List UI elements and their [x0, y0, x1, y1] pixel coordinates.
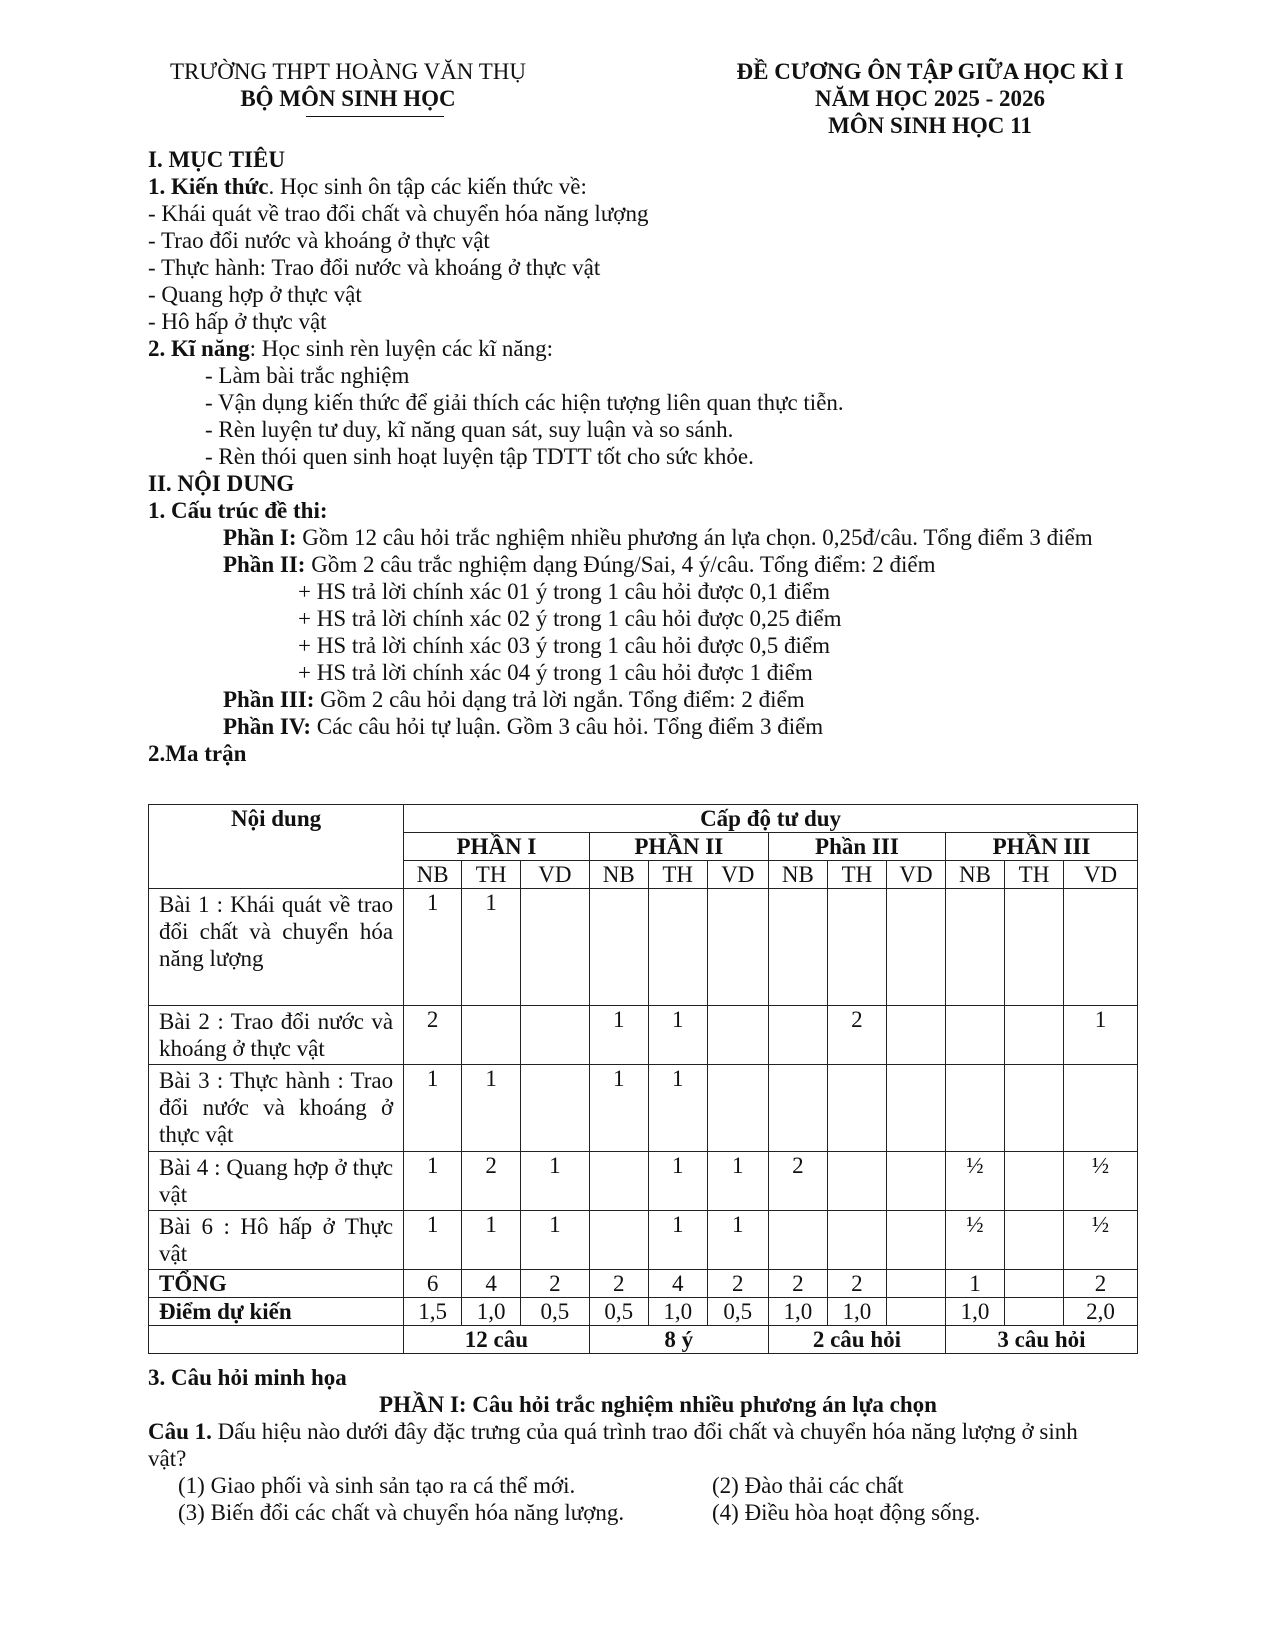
part4-label: Phần IV:: [223, 714, 311, 739]
matrix-cell: [768, 1065, 827, 1152]
matrix-cell: [945, 1065, 1004, 1152]
question-1-text-cont: vật?: [148, 1446, 187, 1471]
matrix-subheader-cell: NB: [945, 861, 1004, 889]
matrix-cell: [886, 1152, 945, 1211]
knowledge-intro-text: . Học sinh ôn tập các kiến thức về:: [268, 174, 587, 199]
matrix-cell: 6: [404, 1270, 462, 1298]
matrix-cell: [1005, 1270, 1064, 1298]
part3-label: Phần III:: [223, 687, 315, 712]
option-1: (1) Giao phối và sinh sản tạo ra cá thể mới.: [178, 1473, 576, 1498]
matrix-cell: ½: [945, 1211, 1004, 1270]
matrix-cell: [521, 889, 590, 1006]
matrix-cell: [886, 1298, 945, 1326]
examples-heading: 3. Câu hỏi minh họa: [148, 1365, 347, 1390]
matrix-cell: 1: [404, 1152, 462, 1211]
matrix-cell: 1: [404, 1065, 462, 1152]
matrix-cell: 2: [1064, 1270, 1138, 1298]
matrix-cell: 1,0: [768, 1298, 827, 1326]
matrix-table: [148, 804, 1138, 1354]
matrix-subheader-cell: VD: [707, 861, 768, 889]
part2-description: [148, 551, 1168, 578]
matrix-cell: ½: [1064, 1211, 1138, 1270]
part2-text: Gồm 2 câu trắc nghiệm dạng Đúng/Sai, 4 ý/câu. Tổng điểm: 2 điểm: [305, 552, 936, 577]
matrix-heading: 2.Ma trận: [148, 741, 247, 766]
matrix-cell: 1: [462, 1211, 521, 1270]
matrix-cell: 1: [648, 1211, 707, 1270]
question-1-text: Dấu hiệu nào dưới đây đặc trưng của quá trình trao đổi chất và chuyển hóa năng lượng ở sinh: [211, 1419, 1078, 1444]
matrix-cell: 1: [589, 1065, 648, 1152]
matrix-cell: 2: [827, 1006, 886, 1065]
part2-scoring-item: + HS trả lời chính xác 02 ý trong 1 câu hỏi được 0,25 điểm: [298, 606, 842, 631]
matrix-cell: [1064, 1065, 1138, 1152]
matrix-group-header: PHẦN III: [945, 833, 1137, 861]
matrix-subheader-cell: VD: [886, 861, 945, 889]
matrix-subheader-cell: TH: [827, 861, 886, 889]
matrix-cell: 2: [404, 1006, 462, 1065]
part2-scoring-item: + HS trả lời chính xác 01 ý trong 1 câu hỏi được 0,1 điểm: [298, 579, 831, 604]
matrix-group-header: Phần III: [768, 833, 945, 861]
matrix-cell: [589, 1152, 648, 1211]
matrix-subheader-cell: TH: [648, 861, 707, 889]
matrix-cell: [521, 1065, 590, 1152]
matrix-footer-empty: [149, 1326, 404, 1354]
question-1-label: Câu 1.: [148, 1419, 212, 1444]
matrix-cell: 0,5: [707, 1298, 768, 1326]
matrix-footer-cell: 8 ý: [589, 1326, 768, 1354]
school-name: TRƯỜNG THPT HOÀNG VĂN THỤ: [169, 59, 527, 84]
matrix-cell: 1: [707, 1152, 768, 1211]
matrix-footer-cell: 12 câu: [404, 1326, 590, 1354]
matrix-cell: [886, 889, 945, 1006]
matrix-cell: [1005, 1065, 1064, 1152]
matrix-cell: 4: [648, 1270, 707, 1298]
matrix-row: [149, 889, 1138, 1006]
knowledge-intro: [148, 173, 1168, 200]
header-divider: [306, 116, 444, 117]
matrix-cell: [768, 1006, 827, 1065]
matrix-cell: 0,5: [521, 1298, 590, 1326]
matrix-cell: 1,0: [648, 1298, 707, 1326]
section-heading-content: II. NỘI DUNG: [148, 471, 295, 496]
school-year: NĂM HỌC 2025 - 2026: [815, 86, 1045, 111]
matrix-cell: [521, 1006, 590, 1065]
matrix-cell: 1: [404, 1211, 462, 1270]
matrix-footer-row: [149, 1326, 1138, 1354]
matrix-cell: [1005, 1152, 1064, 1211]
matrix-cell: [886, 1065, 945, 1152]
matrix-cell: [707, 1006, 768, 1065]
part4-text: Các câu hỏi tự luận. Gồm 3 câu hỏi. Tổng điểm 3 điểm: [311, 714, 824, 739]
matrix-cell: ½: [1064, 1152, 1138, 1211]
matrix-cell: 1: [1064, 1006, 1138, 1065]
part2-scoring-item: + HS trả lời chính xác 03 ý trong 1 câu hỏi được 0,5 điểm: [298, 633, 831, 658]
matrix-cell: [886, 1006, 945, 1065]
matrix-cell: [1005, 1211, 1064, 1270]
matrix-col-level: Cấp độ tư duy: [404, 805, 1138, 833]
skills-intro: [148, 335, 1168, 362]
matrix-subheader-cell: TH: [1005, 861, 1064, 889]
matrix-cell: 2: [768, 1270, 827, 1298]
section-heading-objectives: I. MỤC TIÊU: [148, 147, 285, 172]
part1-text: Gồm 12 câu hỏi trắc nghiệm nhiều phương án lựa chọn. 0,25đ/câu. Tổng điểm 3 điểm: [296, 525, 1093, 550]
skills-intro-text: : Học sinh rèn luyện các kĩ năng:: [249, 336, 554, 361]
matrix-cell: [827, 1211, 886, 1270]
options-row-2: [148, 1499, 1168, 1526]
knowledge-item: - Khái quát về trao đổi chất và chuyển hóa năng lượng: [148, 201, 649, 226]
department-name: BỘ MÔN SINH HỌC: [240, 86, 456, 111]
part1-label: Phần I:: [223, 525, 297, 550]
matrix-row-label: Bài 1 : Khái quát về trao đổi chất và chuyển hóa năng lượng: [149, 889, 404, 1006]
matrix-cell: ½: [945, 1152, 1004, 1211]
matrix-cell: 1,5: [404, 1298, 462, 1326]
matrix-total-row-label: TỔNG: [149, 1270, 404, 1298]
matrix-col-content: Nội dung: [149, 805, 404, 889]
part4-description: [148, 713, 1168, 740]
matrix-cell: 4: [462, 1270, 521, 1298]
matrix-row: [149, 1211, 1138, 1270]
document-title: ĐỀ CƯƠNG ÔN TẬP GIỮA HỌC KÌ I: [736, 59, 1124, 84]
options-row-1: [148, 1472, 1168, 1499]
matrix-cell: 2: [768, 1152, 827, 1211]
matrix-cell: 1: [404, 889, 462, 1006]
option-4: (4) Điều hòa hoạt động sống.: [712, 1500, 981, 1525]
matrix-cell: [827, 889, 886, 1006]
document-body: [148, 146, 1168, 767]
skills-item: - Rèn luyện tư duy, kĩ năng quan sát, suy luận và so sánh.: [205, 417, 734, 442]
matrix-score-row: [149, 1298, 1138, 1326]
matrix-cell: 2: [521, 1270, 590, 1298]
matrix-cell: 1,0: [462, 1298, 521, 1326]
matrix-cell: [462, 1006, 521, 1065]
structure-heading: 1. Cấu trúc đề thi:: [148, 498, 328, 523]
knowledge-item: - Hô hấp ở thực vật: [148, 309, 327, 334]
matrix-row: [149, 1006, 1138, 1065]
matrix-cell: 2: [707, 1270, 768, 1298]
matrix-cell: [707, 889, 768, 1006]
matrix-subheader-cell: NB: [589, 861, 648, 889]
matrix-subheader-cell: NB: [768, 861, 827, 889]
header-left: [148, 58, 548, 112]
matrix-cell: 2: [827, 1270, 886, 1298]
matrix-footer-cell: 3 câu hỏi: [945, 1326, 1137, 1354]
matrix-cell: 1: [521, 1152, 590, 1211]
option-3: (3) Biến đổi các chất và chuyển hóa năng lượng.: [178, 1500, 625, 1525]
matrix-cell: [589, 1211, 648, 1270]
skills-item: - Làm bài trắc nghiệm: [205, 363, 410, 388]
matrix-cell: 1,0: [945, 1298, 1004, 1326]
matrix-cell: [1005, 889, 1064, 1006]
part3-description: [148, 686, 1168, 713]
matrix-cell: 1: [521, 1211, 590, 1270]
matrix-header-row: [149, 805, 1138, 833]
matrix-subheader-cell: TH: [462, 861, 521, 889]
skills-item: - Vận dụng kiến thức để giải thích các hiện tượng liên quan thực tiễn.: [205, 390, 844, 415]
matrix-cell: [827, 1152, 886, 1211]
matrix-footer-cell: 2 câu hỏi: [768, 1326, 945, 1354]
knowledge-item: - Thực hành: Trao đổi nước và khoáng ở thực vật: [148, 255, 601, 280]
matrix-cell: 1: [462, 1065, 521, 1152]
part1-description: [148, 524, 1168, 551]
matrix-cell: 1: [648, 1065, 707, 1152]
part3-text: Gồm 2 câu hỏi dạng trả lời ngắn. Tổng điểm: 2 điểm: [314, 687, 805, 712]
matrix-subheader-cell: VD: [521, 861, 590, 889]
matrix-cell: [945, 1006, 1004, 1065]
matrix-subheader-cell: VD: [1064, 861, 1138, 889]
matrix-row-label: Bài 2 : Trao đổi nước và khoáng ở thực vật: [149, 1006, 404, 1065]
matrix-cell: [945, 889, 1004, 1006]
matrix-cell: 2: [462, 1152, 521, 1211]
matrix-cell: 2: [589, 1270, 648, 1298]
matrix-cell: 1: [945, 1270, 1004, 1298]
matrix-cell: 0,5: [589, 1298, 648, 1326]
matrix-cell: 1: [589, 1006, 648, 1065]
knowledge-item: - Quang hợp ở thực vật: [148, 282, 362, 307]
matrix-cell: [768, 889, 827, 1006]
matrix-row: [149, 1152, 1138, 1211]
option-2: (2) Đào thải các chất: [712, 1473, 904, 1498]
matrix-cell: 1: [648, 1006, 707, 1065]
subject-title: MÔN SINH HỌC 11: [828, 113, 1032, 138]
matrix-cell: 2,0: [1064, 1298, 1138, 1326]
matrix-body: [149, 889, 1138, 1326]
matrix-row-label: Bài 6 : Hô hấp ở Thực vật: [149, 1211, 404, 1270]
matrix-score-row-label: Điểm dự kiến: [149, 1298, 404, 1326]
part2-scoring-item: + HS trả lời chính xác 04 ý trong 1 câu hỏi được 1 điểm: [298, 660, 813, 685]
matrix-subheader-cell: NB: [404, 861, 462, 889]
matrix-cell: 1: [648, 1152, 707, 1211]
skills-label: 2. Kĩ năng: [148, 336, 250, 361]
matrix-cell: 1: [462, 889, 521, 1006]
matrix-cell: 1: [707, 1211, 768, 1270]
matrix-cell: [707, 1065, 768, 1152]
matrix-cell: [886, 1211, 945, 1270]
knowledge-label: 1. Kiến thức: [148, 174, 269, 199]
knowledge-item: - Trao đổi nước và khoáng ở thực vật: [148, 228, 490, 253]
matrix-cell: [1064, 889, 1138, 1006]
example-questions: [148, 1364, 1168, 1526]
part1-questions-heading: PHẦN I: Câu hỏi trắc nghiệm nhiều phương án lựa chọn: [379, 1392, 937, 1417]
matrix-row-label: Bài 3 : Thực hành : Trao đổi nước và khoáng ở thực vật: [149, 1065, 404, 1152]
matrix-cell: [1005, 1006, 1064, 1065]
matrix-cell: 1,0: [827, 1298, 886, 1326]
part2-label: Phần II:: [223, 552, 306, 577]
matrix-cell: [648, 889, 707, 1006]
skills-item: - Rèn thói quen sinh hoạt luyện tập TDTT tốt cho sức khỏe.: [205, 444, 754, 469]
matrix-group-header: PHẦN II: [589, 833, 768, 861]
matrix-cell: [886, 1270, 945, 1298]
matrix-total-row: [149, 1270, 1138, 1298]
matrix-cell: [827, 1065, 886, 1152]
matrix-row-label: Bài 4 : Quang hợp ở thực vật: [149, 1152, 404, 1211]
matrix-group-header: PHẦN I: [404, 833, 590, 861]
matrix-cell: [1005, 1298, 1064, 1326]
matrix-cell: [768, 1211, 827, 1270]
matrix-row: [149, 1065, 1138, 1152]
header-right: [700, 58, 1160, 139]
matrix-cell: [589, 889, 648, 1006]
question-1: [148, 1418, 1168, 1445]
